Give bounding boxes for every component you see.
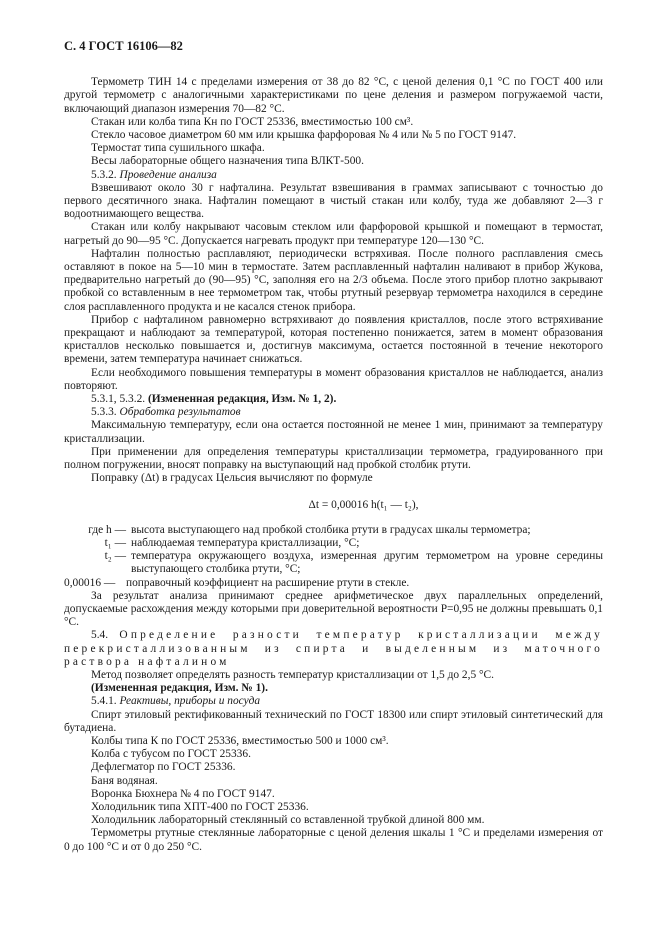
section-number: 5.4.1. xyxy=(91,695,117,708)
definition-text: наблюдаемая температура кристаллизации, °С; xyxy=(131,536,360,549)
amendment-text: (Измененная редакция, Изм. № 1, 2). xyxy=(147,393,337,406)
formula: Δt = 0,00016 h(t₁ — t₂), xyxy=(308,498,419,511)
definition-t1 xyxy=(64,537,603,550)
list-item-thermometers: Термометры ртутные стеклянные лабораторные с ценой деления шкалы 1 °С и пределами измерения от 0 до 100 °С и от 0 до 250 °С. xyxy=(64,827,603,853)
definition-label: t₁ — xyxy=(104,536,126,549)
amendment-note-1 xyxy=(64,393,603,406)
paragraph-melting: Нафталин полностью расплавляют, периодически встряхивая. После полного расплавления смесь оставляют в покое на 5—10 мин в термостате. Затем расплавленный нафталин наливают в прибор Жукова, предварительно нагретый до (90—95) °С, заполняя его на 2/3 объема. После этого прибор плотно закрывают пробкой со вставленным в нее термометром так, чтобы ртутный резервуар термометра находился в середине слоя расплавленного продукта и не касался стенок прибора. xyxy=(64,247,603,313)
section-5-3-2-heading xyxy=(64,169,603,182)
paragraph-scales: Весы лабораторные общего назначения типа ВЛКТ-500. xyxy=(91,155,364,168)
section-number: 5.4. xyxy=(91,629,109,642)
paragraph-watch-glass: Стекло часовое диаметром 60 мм или крышка фарфоровая № 4 или № 5 по ГОСТ 9147. xyxy=(91,129,517,142)
definition-text: поправочный коэффициент на расширение ртути в стекле. xyxy=(126,576,410,589)
section-number: 5.3.2. xyxy=(91,168,117,181)
section-5-3-3-heading xyxy=(64,406,603,419)
paragraph-correction-formula-intro: Поправку (Δt) в градусах Цельсия вычисляют по формуле xyxy=(91,472,373,485)
paragraph-thermometer: Термометр ТИН 14 с пределами измерения от 38 до 82 °С, с ценой деления 0,1 °С по ГОСТ 400 или другой термометр с аналогичными характеристиками по цене деления и размером погружаемой части, включающий диапазон измерения 70—82 °С. xyxy=(64,76,603,115)
definition-label: где h — xyxy=(88,523,126,536)
paragraph-result: За результат анализа принимают среднее арифметическое двух параллельных определений, допускаемые расхождения между которыми при доверительной вероятности P=0,95 не должны превышать 0,1 °С. xyxy=(64,589,603,629)
paragraph-method: Метод позволяет определять разность температур кристаллизации от 1,5 до 2,5 °С. xyxy=(91,668,495,681)
definition-text: высота выступающего над пробкой столбика ртути в градусах шкалы термометра; xyxy=(131,523,531,536)
list-item-water-bath: Баня водяная. xyxy=(91,774,158,787)
section-title: Определение разности температур кристаллизации между перекристаллизованным из спирта и выделенным из маточного раствора нафталином xyxy=(64,629,603,668)
definition-h xyxy=(64,524,603,537)
amendment-note-2: (Измененная редакция, Изм. № 1). xyxy=(91,682,268,695)
definition-label: 0,00016 — xyxy=(64,576,116,589)
paragraph-covering: Стакан или колбу накрывают часовым стеклом или фарфоровой крышкой и помещают в термостат, нагретый до 90—95 °С. Допускается нагревать продукт при температуре 120—130 °С. xyxy=(64,221,603,247)
page-header: С. 4 ГОСТ 16106—82 xyxy=(64,39,183,53)
definition-t2 xyxy=(64,550,603,576)
section-title: Реактивы, приборы и посуда xyxy=(119,695,261,708)
paragraph-beaker: Стакан или колба типа Кн по ГОСТ 25336, вместимостью 100 см³. xyxy=(91,115,414,128)
section-number: 5.3.3. xyxy=(91,406,117,419)
definition-label: t₂ — xyxy=(104,550,126,563)
section-5-4-heading xyxy=(64,629,603,669)
section-title: Обработка результатов xyxy=(119,406,241,419)
list-item-flasks: Колбы типа К по ГОСТ 25336, вместимостью 500 и 1000 см³. xyxy=(91,734,389,747)
paragraph-repeat: Если необходимого повышения температуры в момент образования кристаллов не наблюдается, анализ повторяют. xyxy=(64,366,603,392)
list-item-buchner-funnel: Воронка Бюхнера № 4 по ГОСТ 9147. xyxy=(91,787,275,800)
list-item-flask-tubulus: Колба с тубусом по ГОСТ 25336. xyxy=(91,748,251,761)
section-title: Проведение анализа xyxy=(119,168,217,181)
paragraph-thermostat: Термостат типа сушильного шкафа. xyxy=(91,142,265,155)
amendment-sections: 5.3.1, 5.3.2. xyxy=(91,393,146,406)
list-item-dephlegmator: Дефлегматор по ГОСТ 25336. xyxy=(91,761,236,774)
list-item-condenser-hpt: Холодильник типа ХПТ-400 по ГОСТ 25336. xyxy=(91,800,309,813)
paragraph-weighing: Взвешивают около 30 г нафталина. Результат взвешивания в граммах записывают с точностью до первого десятичного знака. Нафталин помещают в чистый стакан или колбу, туда же добавляют 2—3 г водоотнимающего вещества. xyxy=(64,181,603,221)
paragraph-correction-need: При применении для определения температуры кристаллизации термометра, градуированного при полном погружении, вносят поправку на выступающий над пробкой столбик ртути. xyxy=(64,445,603,472)
section-5-4-1-heading xyxy=(64,695,603,708)
list-item-condenser-lab: Холодильник лабораторный стеклянный со вставленной трубкой длиной 800 мм. xyxy=(91,814,485,827)
paragraph-shaking: Прибор с нафталином равномерно встряхивают до появления кристаллов, после этого встряхивание прекращают и наблюдают за температурой, которая постепенно понижается, затем в момент образования кристаллов несколько повышается и, достигнув максимума, остается постоянной в течение некоторого времени, затем температура начинает снижаться. xyxy=(64,313,603,366)
definition-constant xyxy=(64,577,603,590)
list-item-ethanol: Спирт этиловый ректификованный технический по ГОСТ 18300 или спирт этиловый синтетический для бутадиена. xyxy=(64,708,603,734)
definition-text: температура окружающего воздуха, измеренная другим термометром на уровне середины выступающего столбика ртути, °С; xyxy=(131,550,603,576)
paragraph-max-temp: Максимальную температуру, если она остается постоянной не менее 1 мин, принимают за температуру кристаллизации. xyxy=(64,419,603,445)
